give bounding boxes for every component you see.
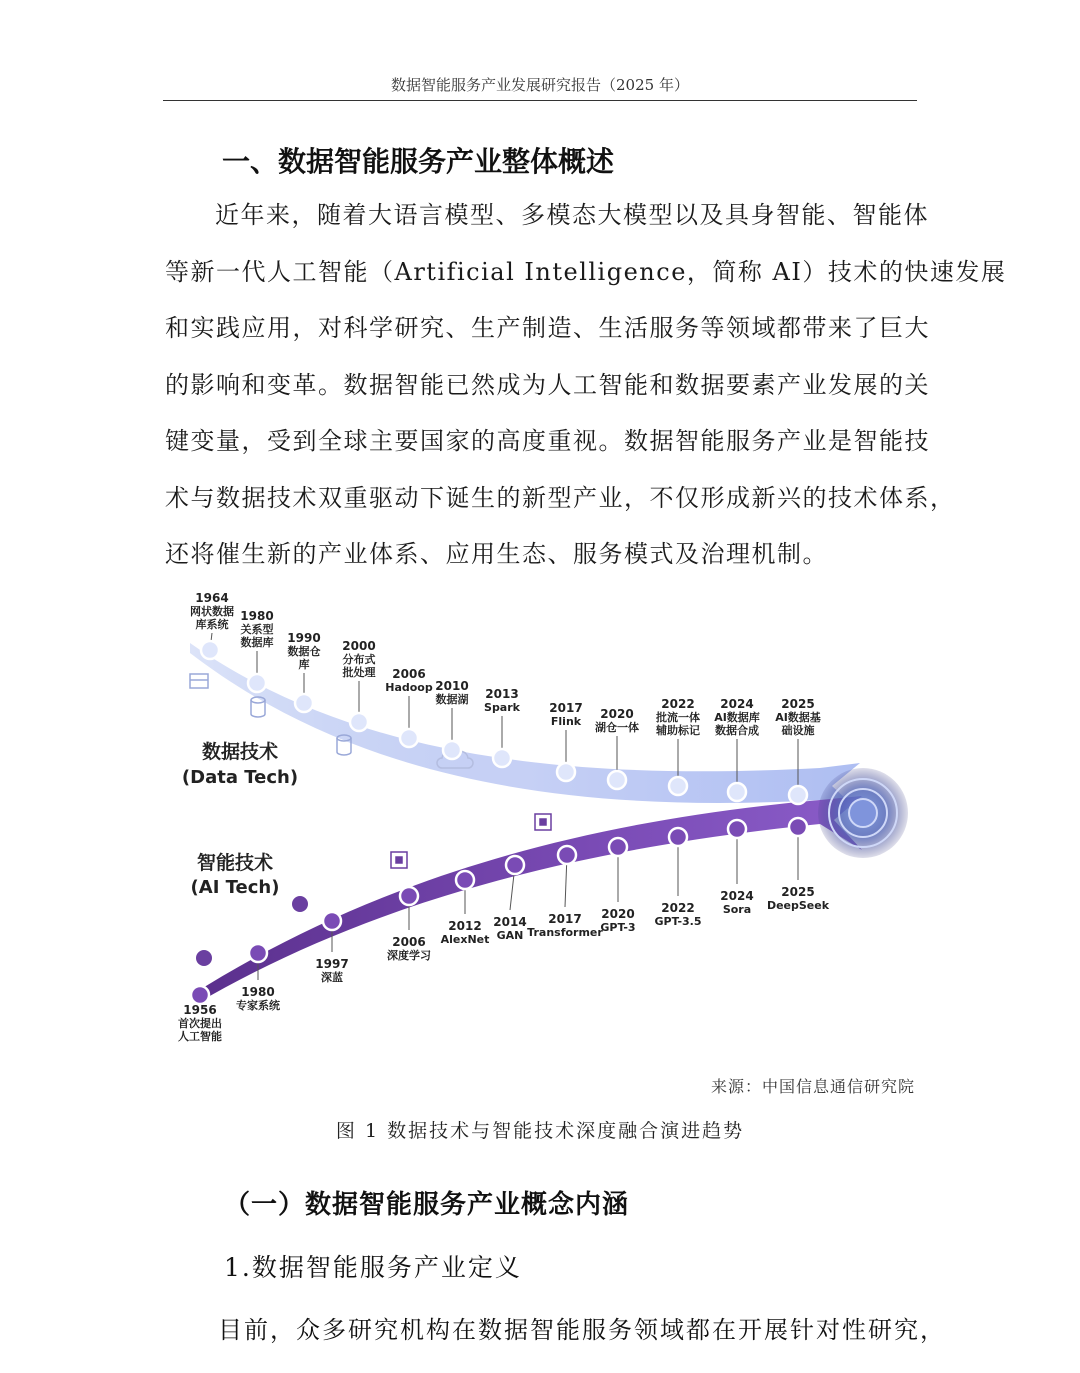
- data-milestone-year: 2025: [781, 697, 815, 711]
- ai-milestone-year: 2025: [781, 885, 815, 899]
- ai-milestone-dot: [249, 944, 267, 962]
- data-milestone-label: 关系型: [240, 623, 274, 636]
- ai-milestone-label: 专家系统: [236, 999, 280, 1012]
- section-title: 一、数据智能服务产业整体概述: [222, 145, 615, 178]
- data-milestone-year: 1964: [195, 591, 229, 605]
- paragraph-line: 键变量，受到全球主要国家的高度重视。数据智能服务产业是智能技: [165, 427, 930, 455]
- ai-milestone-year: 2024: [720, 889, 754, 903]
- ai-milestone-label: 深度学习: [387, 949, 431, 962]
- ai-milestone-year: 2006: [392, 935, 426, 949]
- convergence-target-icon: [818, 768, 908, 858]
- ai-milestone-dot: [506, 856, 524, 874]
- ai-milestone-label: Sora: [722, 903, 752, 916]
- paragraph-line: 还将催生新的产业体系、应用生态、服务模式及治理机制。: [165, 540, 828, 568]
- data-milestone: [287, 631, 320, 712]
- ai-milestone-dot: [728, 820, 746, 838]
- paragraph-line: 目前，众多研究机构在数据智能服务领域都在开展针对性研究，: [218, 1316, 946, 1344]
- evolution-figure: [160, 588, 920, 1068]
- paragraph-line: 的影响和变革。数据智能已然成为人工智能和数据要素产业发展的关: [165, 370, 930, 399]
- data-milestone-label: AI数据库: [714, 711, 760, 724]
- figure-caption: 图 1 数据技术与智能技术深度融合演进趋势: [335, 1120, 745, 1142]
- ai-milestone-dot: [191, 986, 209, 1004]
- data-milestone-dot: [443, 741, 461, 759]
- ai-milestone-label: Transformer: [527, 926, 603, 939]
- data-milestone-label: 分布式: [342, 653, 376, 666]
- data-milestone-year: 2022: [661, 697, 695, 711]
- data-milestone: [342, 639, 376, 731]
- ai-milestone-dot: [323, 912, 341, 930]
- ai-milestone-label: 首次提出: [178, 1017, 222, 1030]
- ai-milestone-dot: [400, 887, 418, 905]
- data-milestone-label: 础设施: [781, 724, 815, 737]
- data-milestone-dot: [201, 641, 219, 659]
- figure-source: 来源：中国信息通信研究院: [710, 1077, 915, 1096]
- data-milestone-dot: [295, 694, 313, 712]
- ai-milestone-year: 1980: [241, 985, 275, 999]
- data-tech-label-en: (Data Tech): [181, 767, 299, 788]
- subsection-title: （一）数据智能服务产业概念内涵: [224, 1190, 630, 1220]
- data-milestone-dot: [493, 749, 511, 767]
- ai-milestone: [767, 818, 830, 912]
- data-milestone: [484, 687, 521, 767]
- chip-icon: [391, 852, 407, 868]
- ai-milestone-label: 深蓝: [321, 971, 343, 984]
- data-milestone-dot: [557, 763, 575, 781]
- data-milestone-label: 数据合成: [715, 724, 759, 737]
- paragraph-line: 术与数据技术双重驱动下诞生的新型产业，不仅形成新兴的技术体系，: [165, 483, 956, 512]
- data-milestone-year: 2020: [600, 707, 634, 721]
- data-milestone-dot: [789, 786, 807, 804]
- data-milestone-label: 辅助标记: [656, 724, 700, 737]
- intro-paragraph: [165, 198, 1007, 594]
- evolution-diagram: [160, 588, 920, 1068]
- data-milestone-dot: [728, 783, 746, 801]
- subsubsection-title: 1.数据智能服务产业定义: [224, 1253, 522, 1282]
- data-milestone-year: 1990: [287, 631, 321, 645]
- ai-milestone-year: 2017: [548, 912, 582, 926]
- paragraph-line: 等新一代人工智能（Artificial Intelligence，简称 AI）技术的快速发展: [165, 257, 1007, 286]
- data-milestone-label: 库系统: [195, 618, 229, 631]
- data-milestone-label: 数据仓: [287, 645, 321, 658]
- data-milestone-year: 1980: [240, 609, 274, 623]
- paragraph-line: 和实践应用，对科学研究、生产制造、生活服务等领域都带来了巨大: [165, 314, 930, 342]
- data-milestone-label: 数据库: [240, 636, 274, 649]
- data-milestone-dot: [608, 771, 626, 789]
- data-milestone-year: 2024: [720, 697, 754, 711]
- ai-milestone-dot: [456, 871, 474, 889]
- data-milestone: [385, 667, 433, 747]
- data-milestone-year: 2017: [549, 701, 583, 715]
- ai-milestone-label: 人工智能: [178, 1030, 222, 1043]
- data-milestone-dot: [400, 729, 418, 747]
- data-milestone-year: 2010: [435, 679, 469, 693]
- data-milestone-year: 2013: [485, 687, 519, 701]
- database-icon: [190, 674, 208, 688]
- ai-milestone-year: 2012: [448, 919, 482, 933]
- ai-milestone-dot: [789, 818, 807, 836]
- data-milestone-dot: [248, 674, 266, 692]
- ai-milestone-label: GAN: [496, 929, 524, 942]
- data-milestone-label: 湖仓一体: [595, 721, 639, 734]
- ai-milestone-label: GPT-3: [600, 921, 636, 934]
- running-header: 数据智能服务产业发展研究报告（2025 年）: [391, 76, 689, 94]
- data-milestone-label: Flink: [550, 715, 582, 728]
- data-milestone: [435, 679, 468, 759]
- data-milestone-label: Spark: [484, 701, 520, 714]
- data-milestone-year: 2000: [342, 639, 376, 653]
- data-milestone-dot: [669, 777, 687, 795]
- ai-tech-ribbon: [190, 796, 862, 1004]
- chip-icon: [535, 814, 551, 830]
- ai-milestone-label: DeepSeek: [766, 899, 830, 912]
- data-milestone-label: 网状数据: [190, 605, 234, 618]
- data-tech-label-cn: 数据技术: [201, 741, 279, 763]
- data-milestone-label: 库: [298, 658, 310, 671]
- paragraph-line: 近年来，随着大语言模型、多模态大模型以及具身智能、智能体: [215, 201, 929, 229]
- ai-milestone-label: GPT-3.5: [654, 915, 702, 928]
- data-milestone-dot: [350, 713, 368, 731]
- ai-milestone-dot: [669, 828, 687, 846]
- data-milestone-year: 2006: [392, 667, 426, 681]
- ai-milestone-label: AlexNet: [440, 933, 490, 946]
- ai-milestone: [178, 986, 222, 1043]
- data-milestone-label: 批流一体: [656, 711, 700, 724]
- ai-milestone-dot: [609, 838, 627, 856]
- ai-tech-label-cn: 智能技术: [196, 852, 274, 874]
- data-milestone-label: Hadoop: [385, 681, 433, 694]
- ai-milestone-year: 2022: [661, 901, 695, 915]
- ai-tech-label-en: (AI Tech): [190, 877, 280, 898]
- data-milestone-label: 批处理: [342, 666, 376, 679]
- ai-milestone-dot: [558, 846, 576, 864]
- data-milestone-label: AI数据基: [775, 711, 821, 724]
- header-rule: [163, 100, 917, 101]
- data-milestone-label: 数据湖: [435, 693, 469, 706]
- ai-milestone-year: 2014: [493, 915, 527, 929]
- ai-milestone-year: 1997: [315, 957, 349, 971]
- ai-milestone-year: 2020: [601, 907, 635, 921]
- ai-milestone-year: 1956: [183, 1003, 217, 1017]
